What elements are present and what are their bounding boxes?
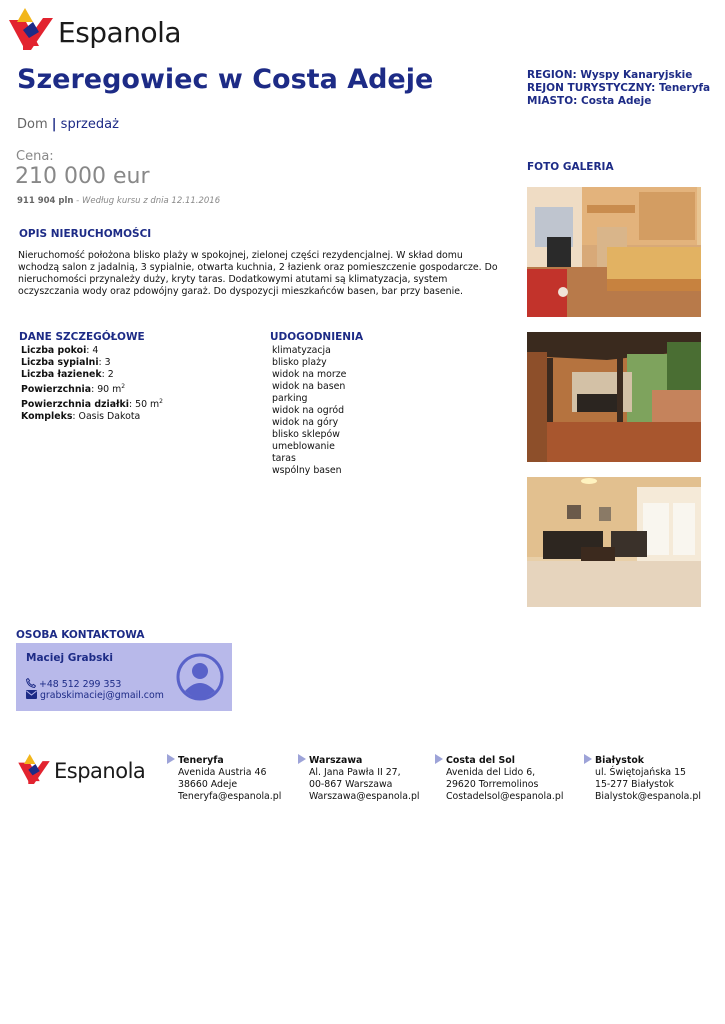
description-text: Nieruchomość położona blisko plaży w spokojnej, zielonej części rezydencjalnej. W skład domu wchodzą salon z jadalnią, 3 sypialnie, otwarta kuchnia, 2 łazienk oraz pomieszczenie gospodarcze. Do nieruchomości przynależy duży, kryty taras. Dodatkowymi atutami są klimatyzacja, system oczyszczania wody oraz pdowójny garaż. Do dyspozycji mieszkańców basen, bar przy basenie. [18,250,498,297]
detail-value: : 90 m [91,384,122,396]
gallery-heading: FOTO GALERIA [527,161,614,173]
detail-row [21,411,163,423]
detail-row [21,381,163,396]
amenity-item: parking [272,393,308,404]
contact-phone[interactable] [26,678,121,690]
amenity-item: umeblowanie [272,441,335,452]
amenity-item: widok na basen [272,381,346,392]
amenity-item: widok na góry [272,417,339,428]
office-city: Costa del Sol [446,755,515,766]
detail-label: Powierzchnia działki [21,399,129,411]
property-type [17,117,119,132]
details-list [21,345,163,423]
office-warszawa [298,754,420,803]
office-teneryfa [167,754,281,803]
city-name: MIASTO: Costa Adeje [527,95,652,107]
triangle-bullet-icon [435,754,443,764]
espanola-logo-text: Espanola [58,16,182,49]
office-address-line: 00-867 Warszawa [309,779,393,790]
detail-value: : Oasis Dakota [72,411,141,423]
office-address-line: Al. Jana Pawła II 27, [309,767,401,778]
contact-heading: OSOBA KONTAKTOWA [16,629,145,641]
detail-label: Liczba pokoi [21,345,87,356]
phone-icon [26,678,36,688]
detail-row [21,369,163,381]
detail-sup: 2 [121,383,126,390]
amenities-list [272,345,346,477]
office-email[interactable]: Bialystok@espanola.pl [595,791,701,802]
amenity-item: klimatyzacja [272,345,331,356]
office-address-line: ul. Świętojańska 15 [595,767,687,778]
detail-value: : 3 [98,357,111,368]
espanola-logo-mark [9,8,53,50]
triangle-bullet-icon [584,754,592,764]
detail-row [21,396,163,411]
gallery-photo-bedroom[interactable] [527,187,701,317]
detail-label: Liczba łazienek [21,369,102,380]
contact-name: Maciej Grabski [26,652,113,664]
office-city: Teneryfa [178,755,224,766]
amenity-item: taras [272,453,296,464]
transaction-type: sprzedaż [60,117,119,132]
detail-label: Kompleks [21,411,73,423]
office-email[interactable]: Costadelsol@espanola.pl [446,791,564,802]
price-pln-note: - Według kursu z dnia 12.11.2016 [73,196,221,206]
detail-row [21,345,163,357]
detail-row [21,357,163,369]
user-avatar-icon [176,653,224,701]
office-address-line: Avenida Austria 46 [178,767,267,778]
amenity-item: blisko plaży [272,357,327,368]
details-heading: DANE SZCZEGÓŁOWE [19,331,145,343]
price-pln [17,196,220,206]
amenities-heading: UDOGODNIENIA [270,331,364,343]
detail-sup: 2 [159,398,163,406]
amenity-item: widok na ogród [272,405,345,416]
footer-logo-text: Espanola [54,759,146,783]
price-label: Cena: [16,149,54,164]
region-info [527,69,710,108]
region-name: REGION: Wyspy Kanaryjskie [527,69,693,81]
gallery-photo-living-room[interactable] [527,477,701,607]
type-separator: | [51,117,57,132]
amenity-item: wspólny basen [272,465,342,476]
detail-value: : 2 [101,369,114,380]
office-bialystok [584,754,701,803]
detail-label: Powierzchnia [21,384,92,396]
property-kind: Dom [17,117,48,132]
office-city: Warszawa [309,755,363,766]
office-address-line: 29620 Torremolinos [446,779,539,790]
amenity-item: blisko sklepów [272,429,340,440]
price-pln-value: 911 904 pln [17,196,74,206]
detail-label: Liczba sypialni [21,357,99,368]
detail-value: : 50 m [128,399,160,411]
contact-email[interactable] [26,690,164,701]
description-heading: OPIS NIERUCHOMOŚCI [19,228,152,240]
tourist-region: REJON TURYSTYCZNY: Teneryfa [527,82,711,94]
detail-value: : 4 [86,345,99,356]
amenity-item: widok na morze [272,369,347,380]
contact-email-value[interactable]: grabskimaciej@gmail.com [39,690,164,701]
triangle-bullet-icon [298,754,306,764]
page-title: Szeregowiec w Costa Adeje [17,64,434,95]
price-value: 210 000 eur [15,164,150,189]
contact-phone-value[interactable]: +48 512 299 353 [38,679,122,690]
office-address-line: 38660 Adeje [178,779,238,790]
office-address-line: 15-277 Białystok [595,779,674,790]
gallery-photo-terrace[interactable] [527,332,701,462]
office-address-line: Avenida del Lido 6, [446,767,536,778]
footer-logo-mark [18,754,50,784]
office-costa-del-sol [435,754,563,803]
envelope-icon [26,690,37,699]
office-email[interactable]: Warszawa@espanola.pl [309,791,420,802]
office-city: Białystok [595,755,645,766]
triangle-bullet-icon [167,754,175,764]
office-email[interactable]: Teneryfa@espanola.pl [178,791,282,802]
